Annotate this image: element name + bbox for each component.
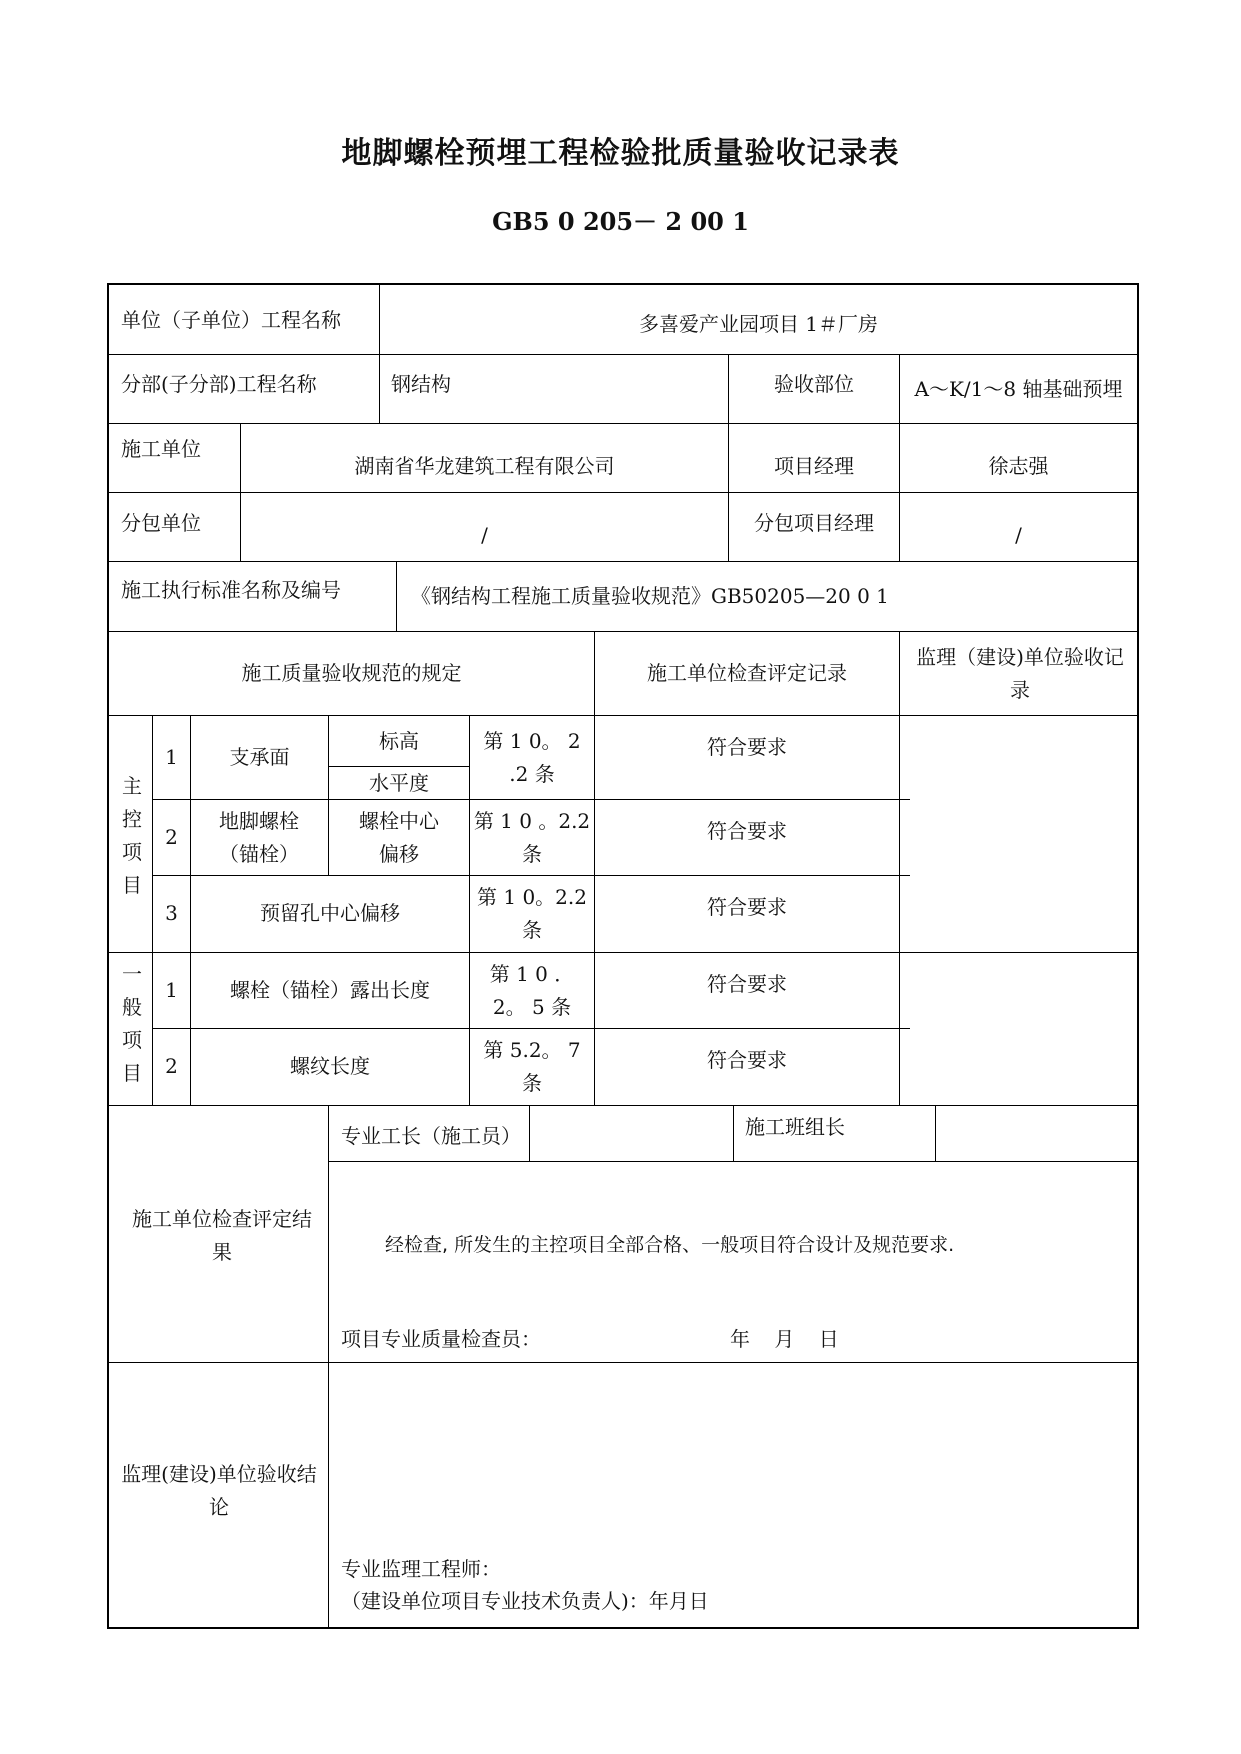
col-line [529,1105,530,1161]
row-line [109,423,1137,424]
general-items-group-label: 一般项目 [122,962,142,1085]
main-item-1-name: 支承面 [229,745,290,769]
main-item-2-no: 2 [165,825,178,849]
main-item-3-name: 预留孔中心偏移 [260,901,400,925]
general-item-1-result: 符合要求 [707,972,787,996]
row-line [152,799,910,800]
foreman-label: 专业工长（施工员） [341,1124,521,1148]
standard-label: 施工执行标准名称及编号 [121,578,341,602]
general-item-2-name: 螺纹长度 [290,1054,370,1078]
col-line [396,561,397,631]
col-line [379,354,380,423]
standard-value: 《钢结构工程施工质量验收规范》GB50205—20 0 1 [411,584,889,608]
row-line [109,561,1137,562]
contractor-record-header: 施工单位检查评定记录 [647,661,847,685]
main-item-2-clause: 第 1 0 。2.2 条 [473,809,591,866]
supervisor-engineer-label: 专业监理工程师： [341,1557,501,1581]
inspection-date: 年 月 日 [730,1327,839,1351]
col-line [328,1105,329,1627]
col-line [733,1105,734,1161]
subcontractor-value: / [481,523,488,547]
row-line [109,952,1137,953]
pm-label: 项目经理 [774,454,854,478]
main-item-2-name: 地脚螺栓（锚栓） [219,809,299,866]
row-line [109,354,1137,355]
acceptance-part-label: 验收部位 [774,372,854,396]
sub-pm-label: 分包项目经理 [754,511,874,535]
main-item-1-result: 符合要求 [707,735,787,759]
col-line [899,631,900,1105]
unit-project-value: 多喜爱产业园项目 1＃厂房 [638,312,879,336]
row-line [328,1161,1137,1162]
subcontractor-label: 分包单位 [121,511,201,535]
contractor-label: 施工单位 [121,437,201,461]
col-line [594,631,595,1105]
col-line [469,715,470,1105]
general-item-1-clause: 第 1 0 ． 2。 5 条 [489,962,575,1019]
contractor-value: 湖南省华龙建筑工程有限公司 [354,454,615,478]
row-line [109,631,1137,632]
main-item-1-sub-1: 标高 [379,729,419,753]
contractor-result-label: 施工单位检查评定结果 [132,1207,312,1264]
row-line [152,875,910,876]
sub-project-value: 钢结构 [391,372,451,396]
pm-value: 徐志强 [988,454,1049,478]
supervisor-record-header: 监理（建设)单位验收记录 [916,645,1124,702]
sub-project-label: 分部(子分部)工程名称 [121,372,317,396]
row-line [109,715,1137,716]
general-item-2-no: 2 [165,1054,178,1078]
main-item-3-no: 3 [165,901,178,925]
col-line [935,1105,936,1161]
general-item-2-clause: 第 5.2。 7 条 [483,1038,581,1095]
sub-pm-value: / [1015,523,1022,547]
unit-project-label: 单位（子单位）工程名称 [121,308,341,332]
row-line [109,1362,1137,1363]
team-leader-label: 施工班组长 [745,1115,845,1139]
main-item-3-result: 符合要求 [707,895,787,919]
main-item-2-sub: 螺栓中心偏移 [359,809,439,866]
row-line [109,492,1137,493]
acceptance-part-value: A～K/1～8 轴基础预埋 [914,377,1123,401]
general-item-1-name: 螺栓（锚栓）露出长度 [230,978,430,1002]
general-item-1-no: 1 [165,978,178,1002]
standard-code: GB5 0 205－ 2 00 1 [492,207,749,236]
inspector-label: 项目专业质量检查员： [341,1327,541,1351]
row-line [152,1028,910,1029]
main-item-1-sub-2: 水平度 [369,771,429,795]
supervisor-result-label: 监理(建设)单位验收结论 [121,1462,317,1519]
main-item-1-clause: 第 1 0。 2 .2 条 [483,729,581,786]
inspection-record-form [107,283,1139,1629]
general-item-2-result: 符合要求 [707,1048,787,1072]
main-items-group-label: 主控项目 [122,774,142,897]
owner-representative-label: （建设单位项目专业技术负责人)：年月日 [341,1589,709,1613]
spec-header: 施工质量验收规范的规定 [241,661,462,685]
main-item-2-result: 符合要求 [707,819,787,843]
main-item-1-no: 1 [165,745,178,769]
page-title: 地脚螺栓预埋工程检验批质量验收记录表 [341,136,900,171]
main-item-3-clause: 第 1 0。2.2 条 [477,885,587,942]
inspection-conclusion: 经检查, 所发生的主控项目全部合格、一般项目符合设计及规范要求. [385,1234,955,1256]
row-line [109,1105,1137,1106]
